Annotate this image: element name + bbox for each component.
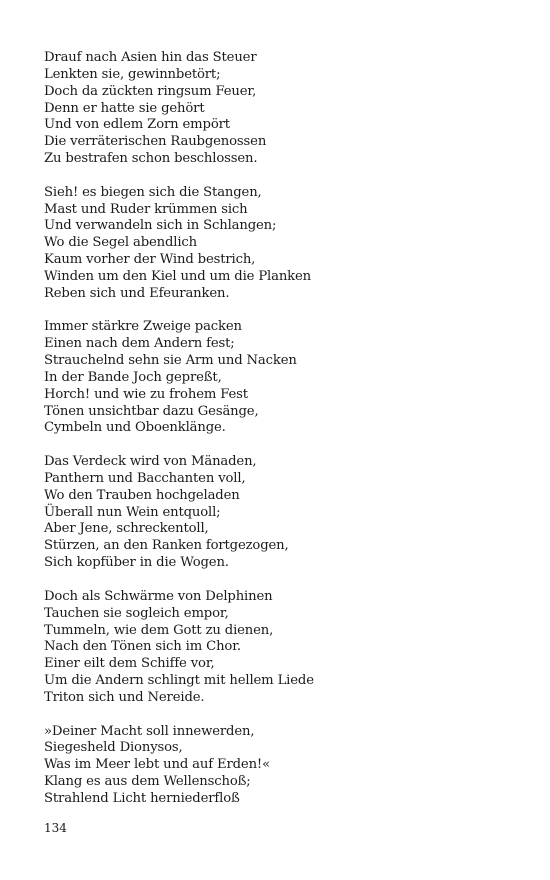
poem-line: Klang es aus dem Wellenschoß; <box>44 774 251 790</box>
poem-line: Und von edlem Zorn empört <box>44 117 230 133</box>
poem-line: Aber Jene, schreckentoll, <box>44 521 209 537</box>
poem-line: Nach den Tönen sich im Chor. <box>44 639 241 655</box>
poem-line: Was im Meer lebt und auf Erden!« <box>44 757 270 773</box>
poem-line: Einen nach dem Andern fest; <box>44 336 235 352</box>
poem-line: Tönen unsichtbar dazu Gesänge, <box>44 403 259 419</box>
poem-line: Denn er hatte sie gehört <box>44 100 205 116</box>
poem-line: Das Verdeck wird von Mänaden, <box>44 454 257 470</box>
poem-line: Drauf nach Asien hin das Steuer <box>44 50 257 65</box>
stanza-3 <box>44 319 524 437</box>
poem-line: Strauchelnd sehn sie Arm und Nacken <box>44 353 297 369</box>
poem-line: Cymbeln und Oboenklänge. <box>44 420 226 436</box>
poem-line: Doch als Schwärme von Delphinen <box>44 588 273 604</box>
poem-line: Winden um den Kiel und um die Planken <box>44 268 312 284</box>
stanza-1 <box>44 50 524 168</box>
poem-line: Tummeln, wie dem Gott zu dienen, <box>44 622 274 638</box>
poem-line: Wo die Segel abendlich <box>44 235 197 251</box>
poem-line: Um die Andern schlingt mit hellem Liede <box>44 673 314 689</box>
stanza-4 <box>44 454 524 572</box>
page-number: 134 <box>44 821 67 835</box>
poem-body <box>44 50 524 825</box>
poem-line: Mast und Ruder krümmen sich <box>44 201 248 217</box>
poem-line: Die verräterischen Raubgenossen <box>44 134 267 150</box>
poem-line: Reben sich und Efeuranken. <box>44 285 230 301</box>
poem-line: Strahlend Licht herniederfloß <box>44 790 240 806</box>
poem-line: Kaum vorher der Wind bestrich, <box>44 252 256 268</box>
poem-line: Sich kopfüber in die Wogen. <box>44 555 229 571</box>
poem-line: Tauchen sie sogleich empor, <box>44 605 229 621</box>
stanza-6 <box>44 724 524 808</box>
poem-line: Triton sich und Nereide. <box>44 689 205 705</box>
stanza-2 <box>44 185 524 303</box>
poem-line: Sieh! es biegen sich die Stangen, <box>44 184 262 200</box>
poem-line: Wo den Trauben hochgeladen <box>44 487 240 503</box>
poem-line: Doch da zückten ringsum Feuer, <box>44 83 257 99</box>
poem-line: Und verwandeln sich in Schlangen; <box>44 218 277 234</box>
poem-line: Siegesheld Dionysos, <box>44 740 183 756</box>
poem-line: »Deiner Macht soll innewerden, <box>44 723 255 739</box>
poem-line: In der Bande Joch gepreßt, <box>44 369 222 385</box>
poem-line: Überall nun Wein entquoll; <box>44 504 221 520</box>
poem-line: Horch! und wie zu frohem Fest <box>44 386 248 402</box>
poem-line: Zu bestrafen schon beschlossen. <box>44 151 258 167</box>
poem-line: Stürzen, an den Ranken fortgezogen, <box>44 538 289 554</box>
poem-line: Lenkten sie, gewinnbetört; <box>44 66 221 82</box>
poem-line: Immer stärkre Zweige packen <box>44 319 242 335</box>
poem-line: Einer eilt dem Schiffe vor, <box>44 656 215 672</box>
poem-line: Panthern und Bacchanten voll, <box>44 470 246 486</box>
stanza-5 <box>44 589 524 707</box>
